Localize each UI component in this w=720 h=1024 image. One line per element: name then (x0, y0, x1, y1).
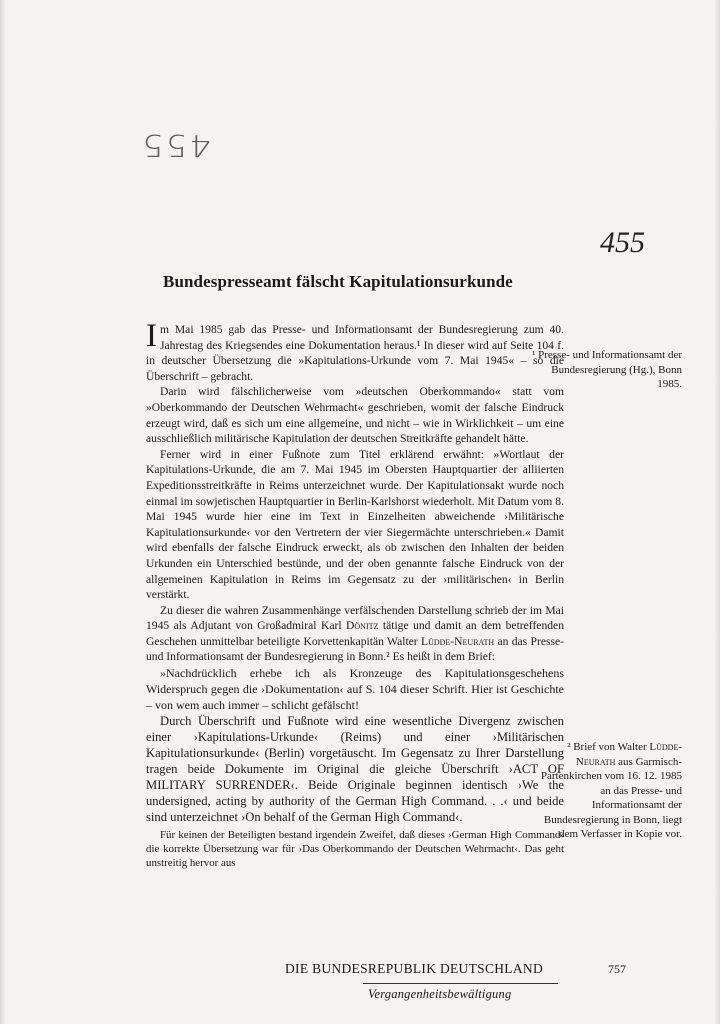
paragraph-1-text: m Mai 1985 gab das Presse- und Informationsamt der Bundesregierung zum 40. Jahrestag des Kriegsendes eine Dokumentation heraus.¹ In dieser wird auf Seite 104 f. in deutscher Übersetzung die »Kapitulations-Urkunde vom 7. Mai 1945« – so die Überschrift – gebracht. (146, 323, 564, 383)
drop-cap: I (146, 318, 157, 354)
letter-quote: »Nachdrücklich erhebe ich als Kronzeuge des Kapitulationsgeschehens Widerspruch gegen die ›Dokumentation‹ auf S. 104 dieser Schrift. Hier ist Geschichte – von wem auch immer – schlicht gefälscht! (146, 666, 564, 712)
footnote-2-text-b: aus Garmisch-Partenkirchen vom 16. 12. 1985 an das Presse- und Informationsamt der Bundesregierung in Bonn, liegt dem Verfasser in Kopie vor. (540, 755, 682, 840)
paragraph-5: Durch Überschrift und Fußnote wird eine wesentliche Divergenz zwischen einer ›Kapitulations-Urkunde‹ (Reims) und einer ›Militärischen Kapitulationsurkunde‹ (Berlin) vorgetäuscht. Im Gegensatz zu Ihrer Darstellung tragen beide Dokumente im Original die gleiche Überschrift ›ACT OF MILITARY SURRENDER‹. Beide Originale beginnen identisch ›We the undersigned, acting by authority of the German High Command. . .‹ und beide sind unterzeichnet ›On behalf of the German High Command‹. (146, 714, 564, 825)
running-head-rule (363, 983, 558, 984)
paragraph-2: Darin wird fälschlicherweise vom »deutschen Oberkommando« statt vom »Oberkommando der Deutschen Wehrmacht« geschrieben, womit der falsche Eindruck erzeugt wird, daß es sich um eine allgemeine, und nicht – wie in Wirklichkeit – um eine ausschließlich militärische Kapitulation der deutschen Streitkräfte gehandelt hätte. (146, 385, 564, 446)
paragraph-4 (146, 603, 564, 665)
paragraph-6: Für keinen der Beteiligten bestand irgendein Zweifel, daß dieses ›German High Command‹ die korrekte Übersetzung war für ›Das Oberkommando der Deutschen Wehrmacht‹. Das geht unstreitig hervor aus (146, 829, 564, 870)
footnote-2 (530, 740, 682, 842)
page-number: 455 (600, 226, 645, 259)
running-subhead: Vergangenheitsbewältigung (368, 987, 512, 1001)
footnote-2-text-a: ² Brief von Walter (567, 741, 650, 753)
paragraph-1 (146, 318, 564, 384)
paragraph-4-text-b: tätige und damit an dem betreffenden Geschehen unmittelbar beteiligte Korvettenkapitän Walter (146, 619, 564, 648)
footnote-1: ¹ Presse- und Informationsamt der Bundesregierung (Hg.), Bonn 1985. (532, 349, 682, 390)
name-doenitz: Dönitz (346, 619, 379, 633)
scan-edge-right (714, 0, 720, 1024)
scan-edge-left (0, 0, 6, 1024)
footnote-2-name: Lüdde-Neurath (575, 741, 682, 768)
paragraph-3: Ferner wird in einer Fußnote zum Titel erklärend erwähnt: »Wortlaut der Kapitulations-Urkunde, die am 7. Mai 1945 im Obersten Hauptquartier der alliierten Expeditionsstreitkräfte in Reims unterzeichnet wurde. Der Kapitulationsakt wurde noch einmal im sowjetischen Hauptquartier in Berlin-Karlshorst wiederholt. Mit Datum vom 8. Mai 1945 wurde hier eine im Text in Einzelheiten abweichende ›Militärische Kapitulationsurkunde‹ vor den Vertretern der vier Siegermächte unterschrieben.« Damit wird ebenfalls der falsche Eindruck erweckt, als ob zwischen den Inhalten der beiden Urkunden ein Unterschied bestünde, und der oben genannte falsche Eindruck von der allgemeinen Kapitulation in Reims im Gegensatz zu der ›militärischen‹ in Berlin verstärkt. (146, 447, 564, 602)
main-text-column (146, 318, 564, 870)
paragraph-4-text-a: Zu dieser die wahren Zusammenhänge verfälschenden Darstellung schrieb der im Mai 1945 als Adjutant von Großadmiral Karl (146, 603, 564, 633)
name-luedde-neurath: Lüdde-Neurath (421, 634, 495, 648)
running-head: DIE BUNDESREPUBLIK DEUTSCHLAND (285, 961, 543, 976)
paragraph-4-text-c: an das Presse- und Informationsamt der Bundesregierung in Bonn.² Es heißt in dem Brief: (146, 634, 564, 664)
handwritten-page-note: 455 (140, 127, 211, 163)
folio-number: 757 (608, 962, 626, 976)
article-title: Bundespresseamt fälscht Kapitulationsurkunde (163, 272, 513, 291)
